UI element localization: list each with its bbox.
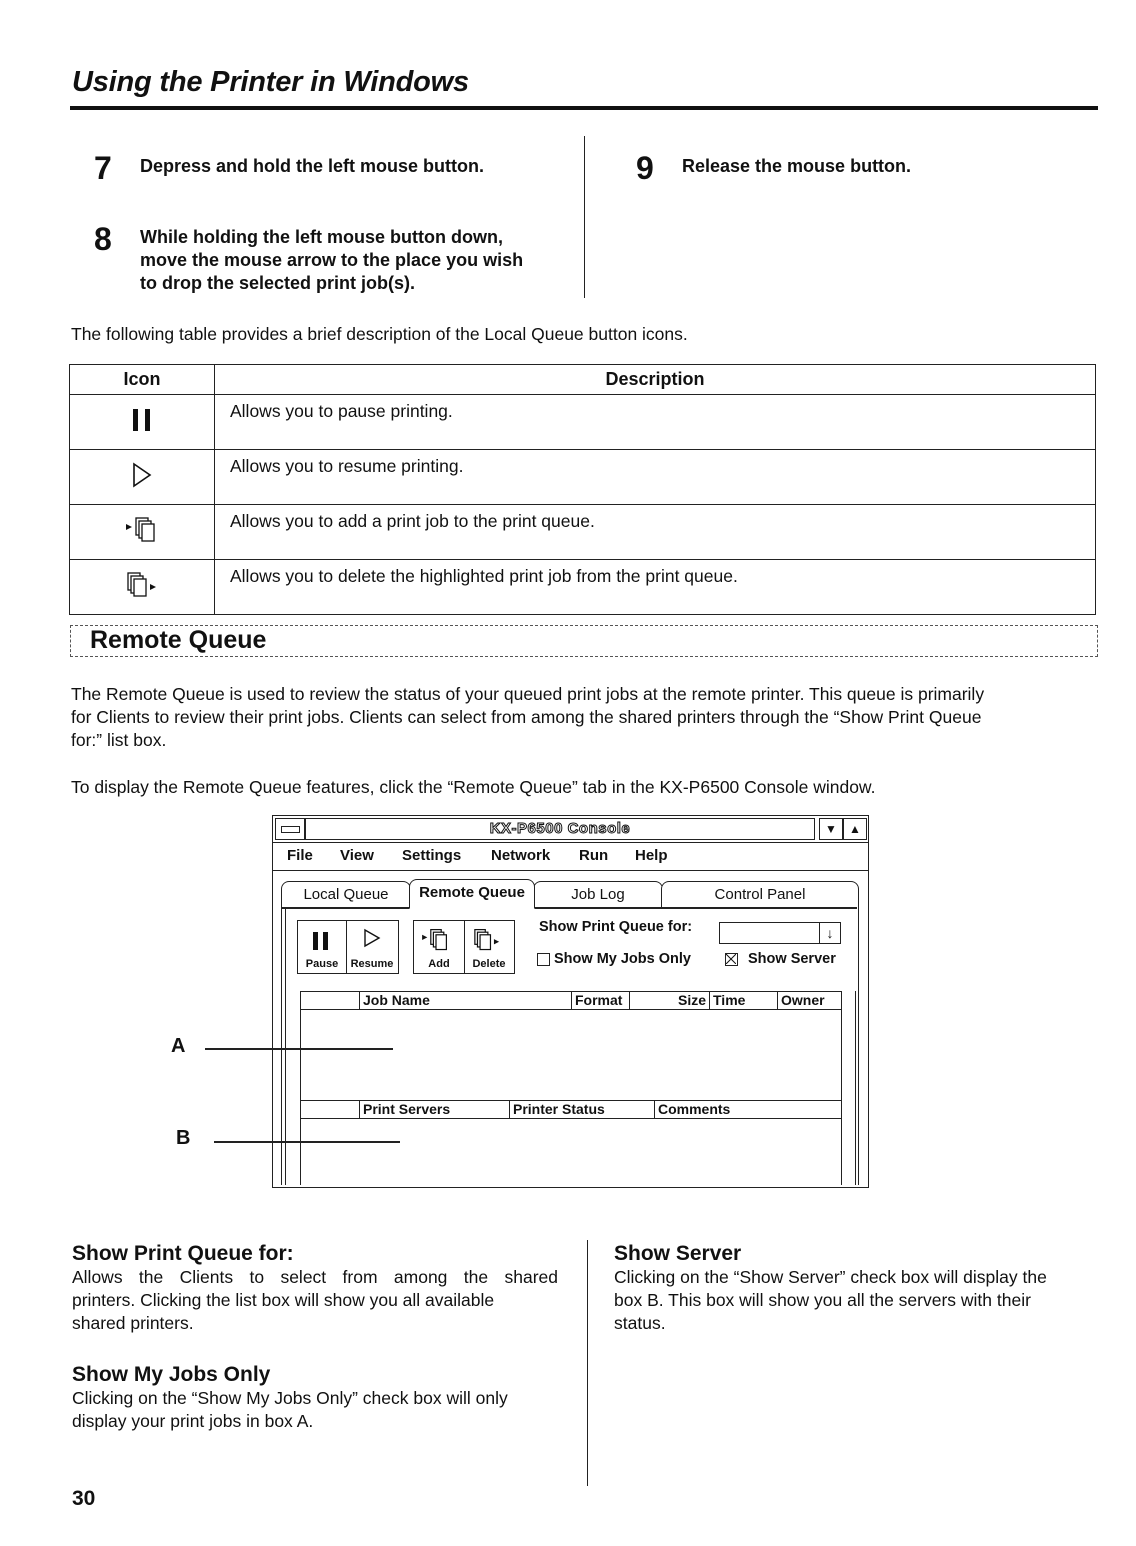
- desc-line: Allows the Clients to select from among the shared: [72, 1267, 558, 1287]
- callout-a-line: [205, 1048, 393, 1050]
- column-header-comments[interactable]: Comments: [654, 1101, 841, 1118]
- pause-button[interactable]: [298, 921, 347, 973]
- icon-cell: [70, 505, 215, 560]
- server-list-header: [301, 1100, 841, 1119]
- column-header-owner[interactable]: Owner: [777, 992, 841, 1009]
- minimize-button[interactable]: ▼: [819, 818, 843, 840]
- description-cell: Allows you to add a print job to the print queue.: [215, 505, 1096, 560]
- delete-button[interactable]: [465, 921, 513, 973]
- job-list-header: [301, 991, 841, 1010]
- menu-network-label: Network: [491, 847, 551, 864]
- step-text-8-line: to drop the selected print job(s).: [140, 273, 416, 293]
- menu-view-label: View: [340, 847, 374, 864]
- menu-bar: [273, 843, 868, 871]
- section-instruction: To display the Remote Queue features, click the “Remote Queue” tab in the KX-P6500 Console window.: [71, 777, 876, 797]
- add-job-icon: [420, 927, 452, 958]
- icon-cell: [70, 395, 215, 450]
- callout-a-label: A: [171, 1035, 186, 1057]
- show-server-checkbox[interactable]: [725, 951, 836, 967]
- resume-icon: [131, 462, 153, 493]
- column-divider: [587, 1240, 588, 1486]
- description-cell: Allows you to delete the highlighted print job from the print queue.: [215, 560, 1096, 615]
- step-text-8-line: While holding the left mouse button down,: [140, 227, 503, 247]
- table-intro: The following table provides a brief description of the Local Queue button icons.: [71, 324, 688, 344]
- column-header-blank: [301, 992, 359, 1009]
- paragraph-line: for Clients to review their print jobs. Clients can select from among the shared printers through the “Show Print Queue: [71, 707, 982, 727]
- tab-remote-queue[interactable]: Remote Queue: [409, 879, 535, 909]
- delete-job-icon: [471, 927, 503, 958]
- step-text-9: Release the mouse button.: [682, 156, 912, 176]
- menu-file[interactable]: [287, 847, 313, 864]
- maximize-button[interactable]: ▲: [843, 818, 867, 840]
- title-rule: [70, 106, 1098, 110]
- pause-resume-group: [297, 920, 399, 974]
- desc-show-server: [614, 1242, 1098, 1335]
- pause-icon: [130, 407, 154, 438]
- table-row: [70, 450, 1096, 505]
- window-titlebar: [273, 816, 868, 843]
- tab-control-panel[interactable]: Control Panel: [661, 881, 859, 908]
- step-number-8: 8: [94, 221, 112, 257]
- step-text-7: Depress and hold the left mouse button.: [140, 156, 485, 176]
- show-print-queue-label: Show Print Queue for:: [539, 919, 693, 935]
- menu-run[interactable]: [579, 847, 608, 864]
- show-my-jobs-checkbox[interactable]: [537, 951, 691, 967]
- desc-heading: Show Server: [614, 1242, 742, 1265]
- system-menu-button[interactable]: [275, 818, 305, 840]
- callout-b-label: B: [176, 1127, 191, 1149]
- icon-cell: [70, 450, 215, 505]
- menu-run-label: Run: [579, 847, 609, 864]
- menu-view[interactable]: [340, 847, 374, 864]
- column-header-print-servers[interactable]: Print Servers: [359, 1101, 509, 1118]
- tab-job-log[interactable]: Job Log: [533, 881, 663, 908]
- add-label: Add: [428, 958, 450, 970]
- system-menu-icon: [281, 826, 300, 833]
- window-title-field: [305, 818, 815, 840]
- show-server-label: Show Server: [748, 951, 836, 967]
- add-job-icon: [125, 515, 159, 550]
- menu-network[interactable]: [491, 847, 550, 864]
- panel-inner-border: [855, 991, 856, 1185]
- resume-button[interactable]: [347, 921, 397, 973]
- dropdown-arrow-icon[interactable]: ↓: [819, 923, 840, 943]
- icon-cell: [70, 560, 215, 615]
- checkbox-unchecked-icon: [537, 953, 550, 966]
- menu-help-label: Help: [635, 847, 668, 864]
- add-button[interactable]: [414, 921, 465, 973]
- desc-show-print-queue: [72, 1242, 558, 1335]
- column-header-time[interactable]: Time: [709, 992, 777, 1009]
- column-header-description: Description: [215, 365, 1096, 395]
- desc-line: box B. This box will show you all the servers with their: [614, 1290, 1031, 1310]
- add-delete-group: [413, 920, 515, 974]
- desc-heading: Show Print Queue for:: [72, 1242, 294, 1265]
- column-header-icon: Icon: [70, 365, 215, 395]
- delete-job-icon: [125, 570, 159, 605]
- show-my-jobs-label: Show My Jobs Only: [554, 951, 691, 967]
- column-divider: [584, 136, 585, 298]
- resume-icon: [363, 928, 381, 953]
- job-list-area[interactable]: [300, 991, 842, 1185]
- column-header-printer-status[interactable]: Printer Status: [509, 1101, 654, 1118]
- table-row: [70, 505, 1096, 560]
- column-header-job-name[interactable]: Job Name: [359, 992, 571, 1009]
- step-number-7: 7: [94, 150, 112, 186]
- desc-line: shared printers.: [72, 1313, 194, 1333]
- console-window: [272, 815, 869, 1188]
- desc-line: Clicking on the “Show Server” check box will display the: [614, 1267, 1047, 1287]
- resume-label: Resume: [350, 958, 394, 970]
- tab-local-queue[interactable]: Local Queue: [281, 881, 411, 908]
- desc-show-my-jobs: [72, 1363, 558, 1433]
- icon-description-table: [69, 364, 1096, 615]
- column-header-format[interactable]: Format: [571, 992, 629, 1009]
- column-header-size[interactable]: Size: [629, 992, 709, 1009]
- step-number-9: 9: [636, 150, 654, 186]
- window-title: KX-P6500 Console: [489, 820, 631, 837]
- desc-line: display your print jobs in box A.: [72, 1411, 314, 1431]
- checkbox-checked-icon: [725, 953, 738, 966]
- menu-settings-label: Settings: [402, 847, 462, 864]
- page-title: Using the Printer in Windows: [72, 66, 469, 98]
- panel-inner-border: [285, 907, 286, 1185]
- table-row: [70, 395, 1096, 450]
- section-paragraph: [71, 683, 1101, 752]
- menu-file-label: File: [287, 847, 313, 864]
- desc-line: Clicking on the “Show My Jobs Only” check box will only: [72, 1388, 508, 1408]
- pause-label: Pause: [305, 958, 339, 970]
- paragraph-line: for:” list box.: [71, 730, 167, 750]
- table-row: [70, 560, 1096, 615]
- menu-settings[interactable]: [402, 847, 461, 864]
- section-title: Remote Queue: [90, 626, 267, 654]
- desc-line: printers. Clicking the list box will show you all available: [72, 1290, 495, 1310]
- table-header-row: [70, 365, 1096, 395]
- step-text-8: [140, 226, 523, 295]
- description-cell: Allows you to resume printing.: [215, 450, 1096, 505]
- pause-icon: [311, 931, 331, 956]
- step-text-8-line: move the mouse arrow to the place you wish: [140, 250, 524, 270]
- paragraph-line: The Remote Queue is used to review the status of your queued print jobs at the remote printer. This queue is primarily: [71, 684, 985, 704]
- description-cell: Allows you to pause printing.: [215, 395, 1096, 450]
- column-header-blank: [301, 1101, 359, 1118]
- page-number: 30: [72, 1487, 96, 1510]
- desc-heading: Show My Jobs Only: [72, 1363, 271, 1386]
- delete-label: Delete: [472, 958, 506, 970]
- show-print-queue-select[interactable]: [719, 922, 841, 944]
- callout-b-line: [214, 1141, 400, 1143]
- menu-help[interactable]: [635, 847, 668, 864]
- desc-line: status.: [614, 1313, 666, 1333]
